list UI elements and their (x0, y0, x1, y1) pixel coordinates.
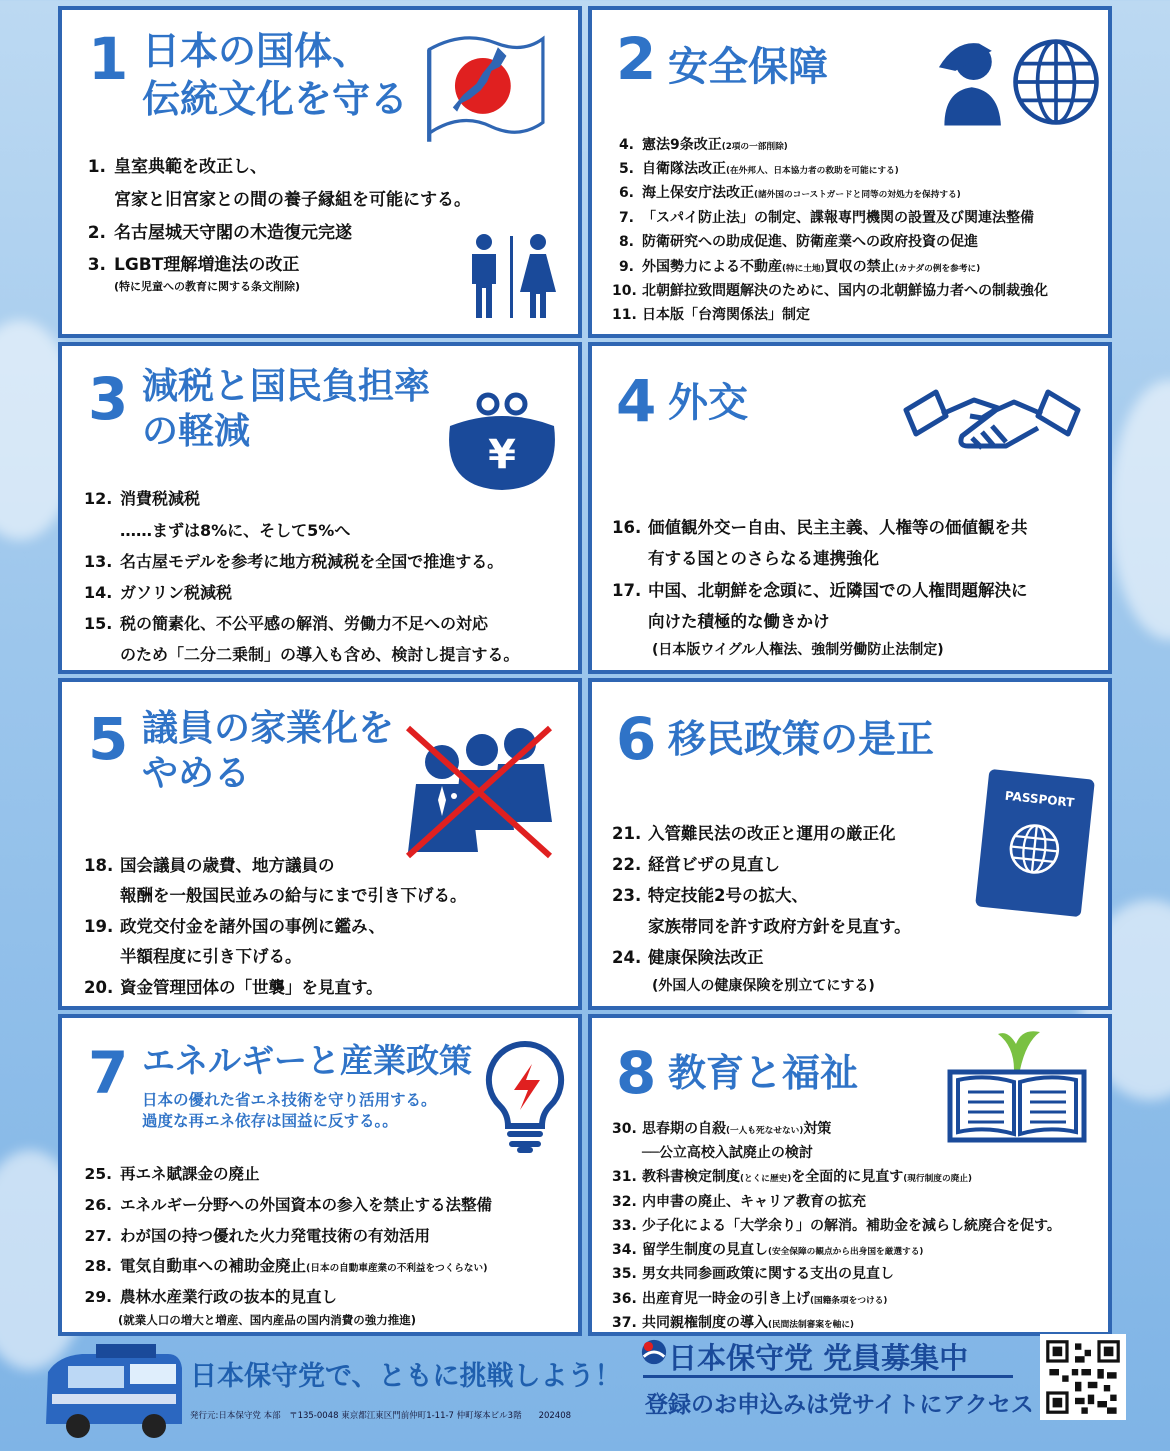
footer-party-recruit: 日本保守党 党員募集中 (668, 1341, 969, 1375)
list-item: 9. 外国勢力による不動産(特に土地)買収の禁止(カナダの例を参考に) (618, 259, 981, 275)
list-item: 6. 海上保安庁法改正(諸外国のコーストガードと同等の対処力を保持する) (618, 185, 961, 201)
list-item: 22. 経営ビザの見直し (612, 855, 780, 874)
globe-icon (1010, 36, 1102, 128)
panel-title: 外交 (668, 380, 748, 426)
list-item: 23. 特定技能2号の拡大、 (612, 886, 808, 905)
list-item: 19. 政党交付金を諸外国の事例に鑑み、 (84, 917, 385, 936)
list-item: 17. 中国、北朝鮮を念頭に、近隣国での人権問題解決に (612, 581, 1028, 600)
book-sprout-icon (942, 1022, 1092, 1152)
soldier-salute-icon (928, 32, 1010, 128)
yen-purse-icon (442, 392, 562, 492)
list-item: 10. 北朝鮮拉致問題解決のために、国内の北朝鮮協力者への制裁強化 (612, 283, 1048, 299)
svg-text:¥: ¥ (488, 432, 516, 478)
list-item: 1. 皇室典範を改正し、 (87, 157, 267, 177)
list-item: 29. 農林水産業行政の抜本的見直し (84, 1288, 338, 1306)
list-item: 36. 出産育児一時金の引き上げ(国籍条項をつける) (612, 1291, 888, 1307)
footer-access-text: 登録のお申込みは党サイトにアクセス (645, 1392, 1034, 1418)
panel-number: 3 (88, 365, 129, 433)
panel-number: 7 (88, 1039, 129, 1107)
list-item: 3. LGBT理解増進法の改正 (87, 255, 300, 275)
panel-3-tax-reduction (58, 342, 582, 674)
list-item: 13. 名古屋モデルを参考に地方税減税を全国で推進する。 (84, 552, 504, 571)
list-item: 2. 名古屋城天守閣の木造復元完遂 (87, 223, 352, 243)
panel-number: 2 (616, 25, 657, 93)
footer-divider (643, 1375, 1013, 1378)
list-item: ──公立高校入試廃止の検討 (642, 1145, 813, 1161)
qr-code-icon[interactable] (1040, 1334, 1126, 1420)
list-item: 32. 内申書の廃止、キャリア教育の拡充 (612, 1194, 866, 1210)
panel-number: 1 (88, 25, 129, 93)
list-item: 4. 憲法9条改正(2項の一部削除) (618, 137, 788, 153)
list-item: 37. 共同親権制度の導入(民間法制審案を軸に) (612, 1315, 854, 1331)
list-item: (日本版ウイグル人権法、強制労働防止法制定) (652, 642, 944, 658)
list-item: 24. 健康保険法改正 (612, 948, 764, 967)
panel-title: 日本の国体、 伝統文化を守る (142, 29, 409, 121)
list-item: のため「二分二乗制」の導入も含め、検討し提言する。 (120, 645, 520, 664)
list-item: 報酬を一般国民並みの給与にまで引き下げる。 (120, 886, 467, 905)
list-item: 20. 資金管理団体の「世襲」を見直す。 (84, 978, 383, 997)
list-item: (外国人の健康保険を別立てにする) (652, 978, 875, 994)
list-item: 16. 価値観外交ー自由、民主主義、人権等の価値観を共 (612, 518, 1028, 537)
cloud-decoration (1110, 380, 1170, 640)
list-item: 34. 留学生制度の見直し(安全保障の観点から出身国を厳選する) (612, 1242, 924, 1258)
panel-title: 移民政策の是正 (668, 717, 935, 761)
list-item: 7. 「スパイ防止法」の制定、諜報専門機関の設置及び関連法整備 (618, 210, 1034, 226)
panel-6-immigration (588, 678, 1112, 1010)
list-item: 15. 税の簡素化、不公平感の解消、労働力不足への対応 (84, 614, 489, 633)
list-item: 18. 国会議員の歳費、地方議員の (84, 856, 335, 875)
list-item: 家族帯同を許す政府方針を見直す。 (648, 917, 911, 936)
campaign-bus-icon (38, 1340, 188, 1444)
list-item: (就業人口の増大と増産、国内産品の国内消費の強力推進) (118, 1313, 417, 1327)
panel-8-education-welfare (588, 1014, 1112, 1336)
panel-title: 減税と国民負担率 の軽減 (142, 366, 431, 452)
lightbulb-icon (480, 1036, 570, 1160)
list-item: 30. 思春期の自殺(一人も死なせない)対策 (612, 1121, 832, 1137)
list-item: 31. 教科書検定制度(とくに歴史)を全面的に見直す(現行制度の廃止) (612, 1169, 972, 1185)
footer-publisher: 発行元:日本保守党 本部 〒135-0048 東京都江東区門前仲町1-11-7 仲町塚本ビル3階 202408 (190, 1411, 572, 1421)
list-item: 27. わが国の持つ優れた火力発電技術の有効活用 (84, 1227, 431, 1245)
panel-number: 6 (616, 705, 657, 773)
panel-title: 安全保障 (668, 44, 828, 90)
panel-4-diplomacy (588, 342, 1112, 674)
footer-slogan: 日本保守党で、ともに挑戦しよう！ (190, 1361, 622, 1392)
list-item: 宮家と旧宮家との間の養子縁組を可能にする。 (114, 190, 471, 210)
list-item: 8. 防衛研究への助成促進、防衛産業への政府投資の促進 (618, 234, 978, 250)
panel-7-energy-industry (58, 1014, 582, 1336)
list-item: 11. 日本版「台湾関係法」制定 (612, 307, 810, 323)
panel-number: 4 (616, 367, 657, 435)
japan-flag-icon (420, 28, 550, 146)
list-item: 33. 少子化による「大学余り」の解消。補助金を減らし統廃合を促す。 (612, 1218, 1061, 1234)
list-item: 14. ガソリン税減税 (84, 583, 233, 602)
panel-1-national-polity (58, 6, 582, 338)
panel-subtitle: 日本の優れた省エネ技術を守り活用する。 過度な再エネ依存は国益に反する。。 (142, 1091, 437, 1130)
passport-icon (975, 769, 1095, 917)
list-item: 26. エネルギー分野への外国資本の参入を禁止する法整備 (84, 1196, 493, 1214)
panel-number: 8 (616, 1039, 657, 1107)
list-item: 有する国とのさらなる連携強化 (648, 549, 879, 568)
handshake-icon (902, 376, 1082, 466)
panel-2-security (588, 6, 1112, 338)
list-item: 12. 消費税減税 (84, 489, 201, 508)
panel-title: 教育と福祉 (668, 1051, 859, 1095)
list-item: 向けた積極的な働きかけ (648, 612, 830, 631)
list-item: 28. 電気自動車への補助金廃止(日本の自動車産業の不利益をつくらない) (84, 1257, 488, 1275)
panel-number: 5 (88, 705, 129, 773)
list-item: (特に児童への教育に関する条文削除) (114, 280, 301, 293)
list-item: 半額程度に引き下げる。 (120, 947, 302, 966)
panel-5-family-business (58, 678, 582, 1010)
party-logo-icon (640, 1338, 668, 1366)
crossed-out-politicians-icon (402, 722, 562, 862)
list-item: 35. 男女共同参画政策に関する支出の見直し (612, 1266, 894, 1282)
list-item: 5. 自衛隊法改正(在外邦人、日本協力者の救助を可能にする) (618, 161, 899, 177)
panel-title: 議員の家業化を やめる (142, 708, 395, 794)
restroom-icon (462, 232, 562, 322)
list-item: 21. 入管難民法の改正と運用の厳正化 (612, 824, 896, 843)
list-item: ……まずは8%に、そして5%へ (120, 521, 351, 540)
panel-title: エネルギーと産業政策 (142, 1041, 472, 1080)
passport-label: PASSPORT (1004, 788, 1075, 810)
list-item: 25. 再エネ賦課金の廃止 (84, 1165, 260, 1183)
